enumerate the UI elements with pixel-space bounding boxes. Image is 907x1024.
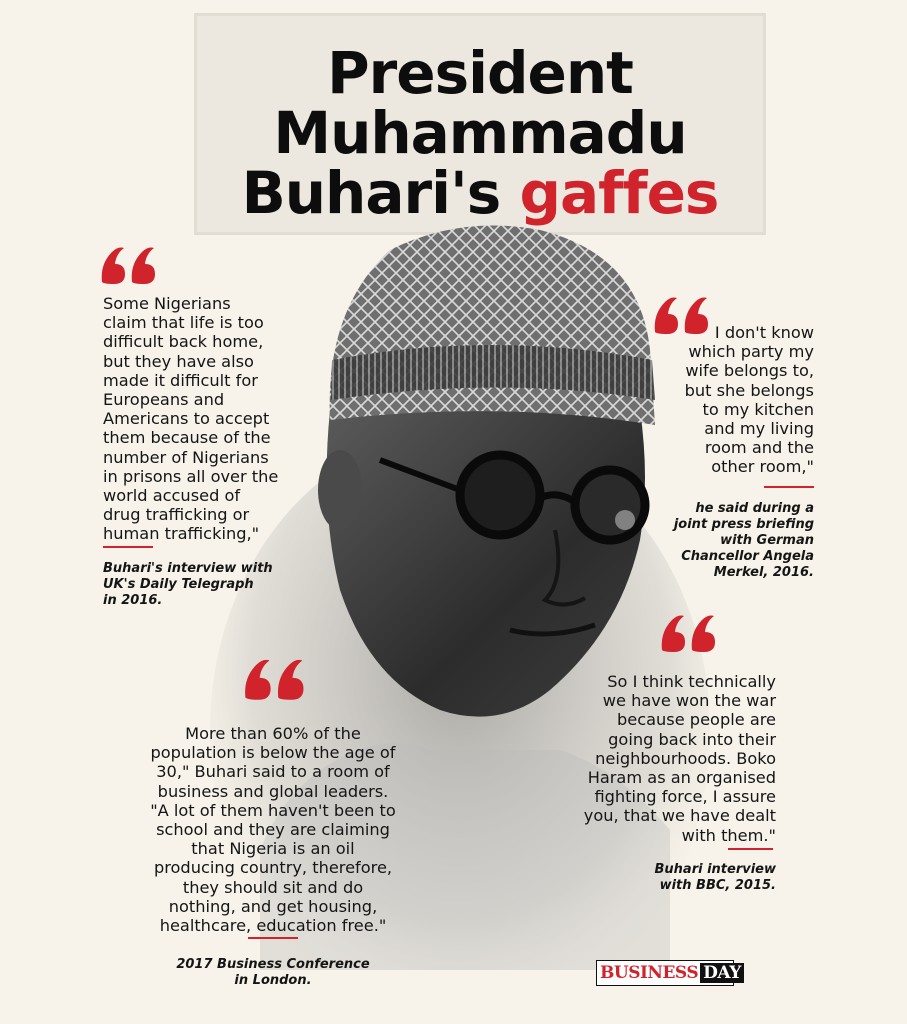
quote-1-source-line: in 2016. (103, 593, 163, 608)
quote-mark-icon (658, 612, 720, 654)
quote-4-line: "A lot of them haven't been to (150, 800, 396, 820)
quote-2-line: and my living (704, 419, 814, 439)
quote-1-source (103, 561, 303, 609)
quote-2-source-line: he said during a (695, 501, 814, 516)
quote-4-source-line: in London. (234, 973, 312, 988)
quote-4-line: population is below the age of (150, 743, 396, 763)
title-line-1: President (327, 39, 633, 107)
quote-4-source (173, 957, 373, 989)
title-name: Buhari's (241, 159, 520, 227)
businessday-logo (596, 960, 741, 986)
logo-wordmark (597, 963, 744, 983)
quote-3-divider (728, 848, 773, 850)
quote-2-line: room and the (704, 438, 814, 458)
quote-mark-icon (98, 244, 160, 286)
quote-1-line: but they have also (103, 351, 254, 371)
quote-4-line: producing country, therefore, (153, 858, 393, 878)
quote-3-line: neighbourhoods. Boko (595, 748, 776, 768)
quote-2-source-line: with German (720, 533, 814, 548)
quote-2-line: which party my (688, 342, 814, 362)
quote-3-line: So I think technically (607, 672, 776, 691)
quote-4-line: they should sit and do (182, 877, 364, 897)
quote-1-line: in prisons all over the (103, 466, 279, 486)
quote-4-line: More than 60% of the (185, 724, 361, 743)
title-accent-word: gaffes (519, 159, 719, 227)
quote-4-line: healthcare, education free." (159, 916, 387, 936)
quote-1-line: human trafficking," (103, 524, 260, 544)
quote-4-line: school and they are claiming (156, 820, 390, 840)
quote-1-line: number of Nigerians (103, 447, 269, 467)
quote-3-source-line: Buhari interview (654, 862, 776, 877)
quote-3-line: we have won the war (602, 691, 776, 711)
quote-3-line: with them." (681, 825, 776, 845)
quote-4-line: 30," Buhari said to a room of (156, 762, 390, 782)
quote-3-line: going back into their (608, 729, 776, 749)
quote-3-line: fighting force, I assure (594, 787, 776, 807)
quote-4-source-line: 2017 Business Conference (176, 957, 370, 972)
quote-1-text (103, 294, 313, 544)
quote-4-divider (248, 937, 298, 939)
quote-3-source (626, 862, 776, 894)
quote-1-source-line: Buhari's interview with (103, 561, 273, 576)
quote-2-line: I don't know (714, 323, 814, 342)
quote-2-source-line: joint press briefing (673, 517, 814, 532)
title-box (194, 13, 766, 235)
quote-1-line: made it difficult for (103, 370, 258, 390)
quote-1-divider (103, 546, 153, 548)
quote-2-divider (764, 486, 814, 488)
quote-2-text (626, 323, 814, 477)
logo-part-1: BUSINESS (600, 963, 699, 983)
quote-2-line: wife belongs to, (685, 361, 814, 381)
quote-1-line: Some Nigerians (103, 294, 231, 313)
quote-1-line: them because of the (103, 428, 271, 448)
quote-1-line: world accused of (103, 486, 241, 506)
quote-2-line: other room," (711, 457, 814, 477)
quote-3-line: because people are (616, 710, 776, 730)
quote-1-line: difficult back home, (103, 332, 264, 352)
logo-part-2: DAY (700, 963, 744, 983)
title-line-2: Muhammadu (273, 99, 687, 167)
quote-3-source-line: with BBC, 2015. (659, 878, 776, 893)
quote-2-line: but she belongs (684, 380, 814, 400)
quote-4-line: business and global leaders. (157, 781, 389, 801)
quote-4-line: nothing, and get housing, (168, 896, 378, 916)
quote-3-line: you, that we have dealt (583, 806, 776, 826)
quote-3-text (566, 672, 776, 845)
quote-2-line: to my kitchen (702, 399, 814, 419)
quote-1-source-line: UK's Daily Telegraph (103, 577, 254, 592)
quote-2-source (664, 501, 814, 581)
quote-3-line: Haram as an organised (587, 768, 776, 788)
quote-1-line: drug trafficking or (103, 505, 250, 525)
quote-1-line: Americans to accept (103, 409, 270, 429)
quote-2-source-line: Chancellor Angela (681, 549, 814, 564)
quote-mark-icon (240, 656, 310, 702)
quote-4-text (136, 724, 410, 935)
quote-4-line: that Nigeria is an oil (191, 839, 355, 859)
quote-2-source-line: Merkel, 2016. (713, 565, 814, 580)
quote-1-line: claim that life is too (103, 313, 264, 333)
quote-1-line: Europeans and (103, 390, 225, 410)
